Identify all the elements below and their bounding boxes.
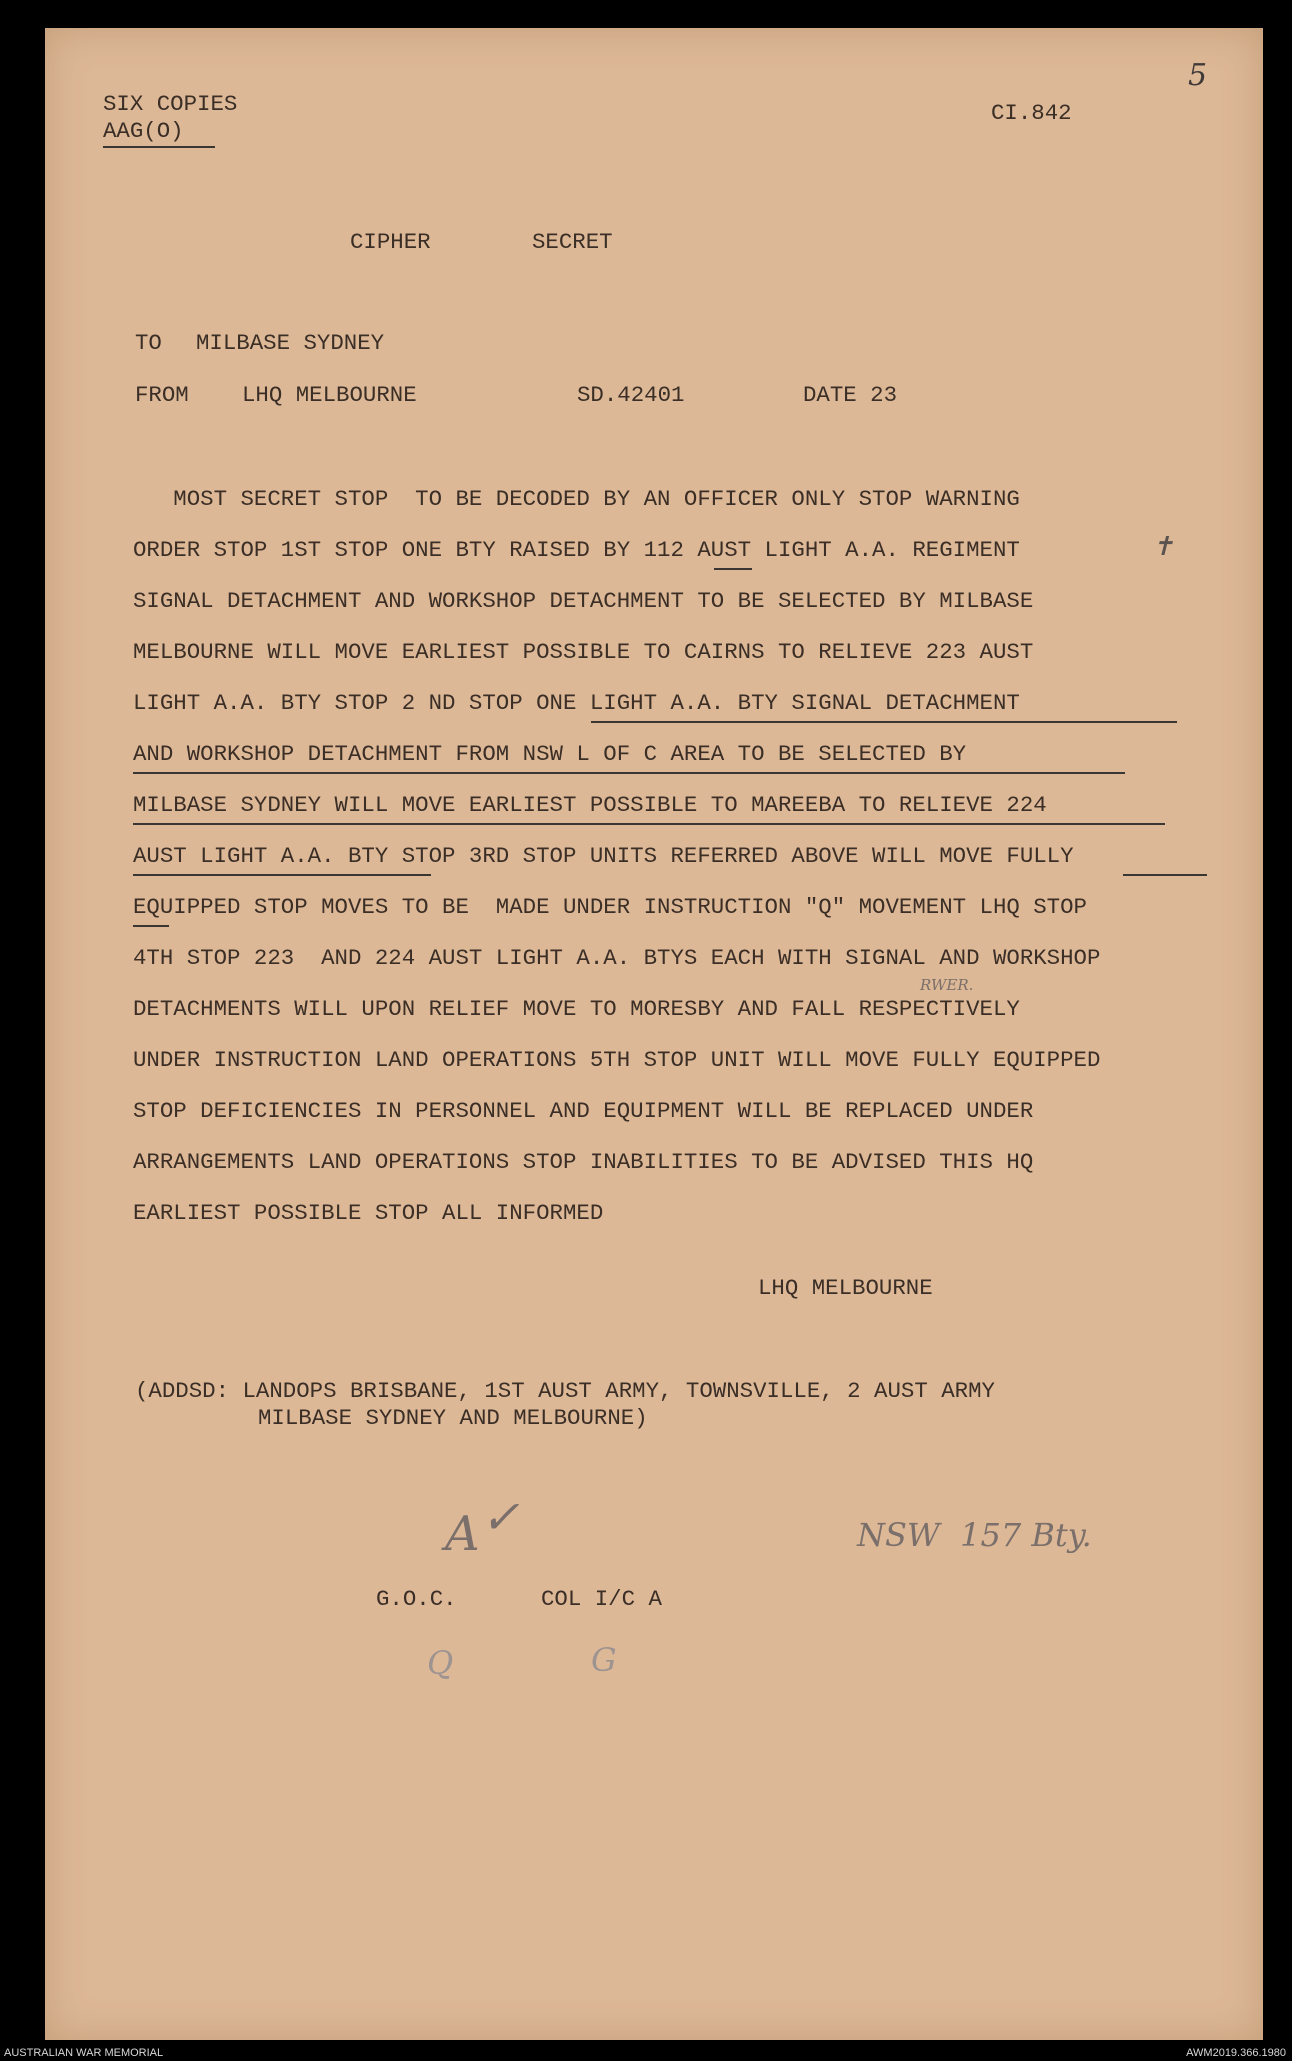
body-line: STOP DEFICIENCIES IN PERSONNEL AND EQUIPMENT WILL BE REPLACED UNDER	[133, 1098, 1034, 1124]
body-line: EARLIEST POSSIBLE STOP ALL INFORMED	[133, 1200, 604, 1226]
underline-mark	[133, 823, 1165, 825]
secret-label: SECRET	[532, 229, 613, 255]
underline-mark	[714, 568, 752, 570]
archive-credit: AUSTRALIAN WAR MEMORIAL	[4, 2047, 164, 2059]
body-line: MILBASE SYDNEY WILL MOVE EARLIEST POSSIBLE TO MAREEBA TO RELIEVE 224	[133, 792, 1047, 818]
document-page	[45, 28, 1263, 2040]
body-line: DETACHMENTS WILL UPON RELIEF MOVE TO MORESBY AND FALL RESPECTIVELY	[133, 996, 1020, 1022]
handwritten-q: Q	[427, 1644, 454, 1682]
handwritten-note: NSW 157 Bty.	[857, 1516, 1092, 1554]
body-line: EQUIPPED STOP MOVES TO BE MADE UNDER INSTRUCTION "Q" MOVEMENT LHQ STOP	[133, 894, 1087, 920]
handwritten-g: G	[591, 1641, 617, 1679]
body-line: 4TH STOP 223 AND 224 AUST LIGHT A.A. BTYS EACH WITH SIGNAL AND WORKSHOP	[133, 945, 1101, 971]
page-number-mark: 5	[1188, 58, 1208, 93]
body-line: MOST SECRET STOP TO BE DECODED BY AN OFFICER ONLY STOP WARNING	[133, 486, 1020, 512]
aag-line: AAG(O)	[103, 118, 184, 144]
archive-id: AWM2019.366.1980	[1186, 2047, 1286, 2059]
signature: LHQ MELBOURNE	[758, 1275, 933, 1301]
serial-number: SD.42401	[577, 382, 685, 408]
from-label: FROM	[135, 382, 189, 408]
body-line: AUST LIGHT A.A. BTY STOP 3RD STOP UNITS REFERRED ABOVE WILL MOVE FULLY	[133, 843, 1074, 869]
body-line: MELBOURNE WILL MOVE EARLIEST POSSIBLE TO CAIRNS TO RELIEVE 223 AUST	[133, 639, 1034, 665]
underline-mark	[133, 874, 431, 876]
goc-label: G.O.C.	[376, 1586, 457, 1612]
cipher-label: CIPHER	[350, 229, 431, 255]
handwritten-insertion: RWER.	[920, 976, 974, 994]
body-line: ORDER STOP 1ST STOP ONE BTY RAISED BY 112 AUST LIGHT A.A. REGIMENT	[133, 537, 1020, 563]
from-value: LHQ MELBOURNE	[242, 382, 417, 408]
to-value: MILBASE SYDNEY	[196, 330, 385, 356]
handwritten-initial: A	[445, 1506, 480, 1562]
underline-mark	[591, 721, 1177, 723]
underline-mark	[1123, 874, 1207, 876]
body-line: ARRANGEMENTS LAND OPERATIONS STOP INABILITIES TO BE ADVISED THIS HQ	[133, 1149, 1034, 1175]
body-line: UNDER INSTRUCTION LAND OPERATIONS 5TH STOP UNIT WILL MOVE FULLY EQUIPPED	[133, 1047, 1101, 1073]
underline-mark	[133, 772, 1125, 774]
addressees-line: MILBASE SYDNEY AND MELBOURNE)	[258, 1405, 648, 1431]
to-label: TO	[135, 330, 162, 356]
check-mark-icon: ✓	[481, 1490, 520, 1544]
aag-underline	[103, 146, 215, 148]
body-line: LIGHT A.A. BTY STOP 2 ND STOP ONE LIGHT A.A. BTY SIGNAL DETACHMENT	[133, 690, 1020, 716]
copies-line: SIX COPIES	[103, 91, 238, 117]
col-label: COL I/C A	[541, 1586, 662, 1612]
addressees-line: (ADDSD: LANDOPS BRISBANE, 1ST AUST ARMY, TOWNSVILLE, 2 AUST ARMY	[135, 1378, 995, 1404]
date-field: DATE 23	[803, 382, 898, 408]
underline-mark	[133, 925, 169, 927]
tick-icon: ✝	[1152, 532, 1174, 562]
body-line: SIGNAL DETACHMENT AND WORKSHOP DETACHMENT TO BE SELECTED BY MILBASE	[133, 588, 1034, 614]
body-line: AND WORKSHOP DETACHMENT FROM NSW L OF C AREA TO BE SELECTED BY	[133, 741, 967, 767]
reference-number: CI.842	[991, 100, 1072, 126]
